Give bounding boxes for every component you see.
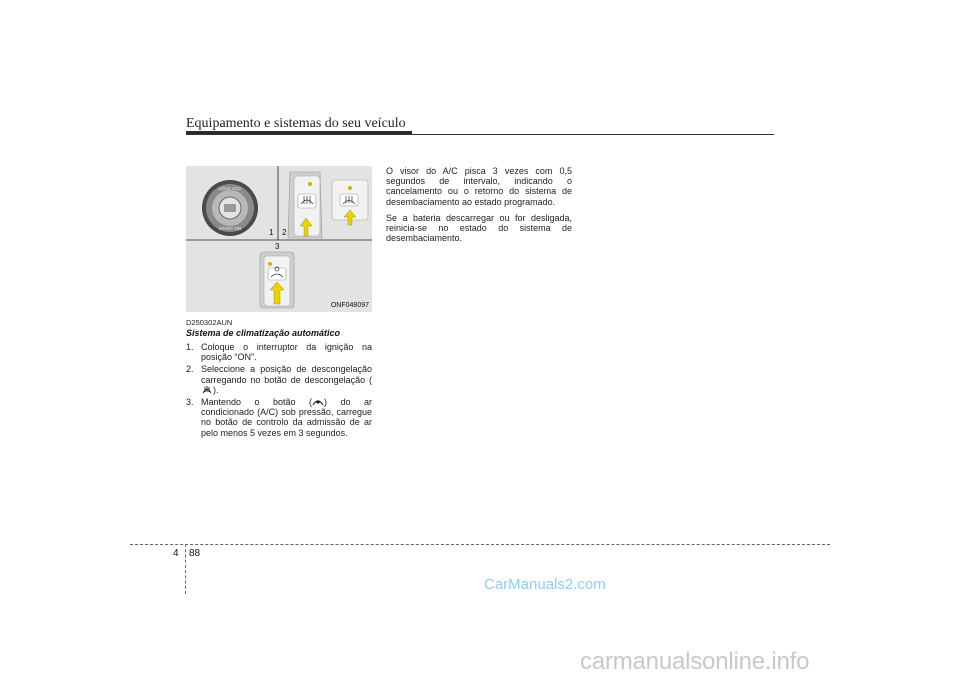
figure-label-3: 3 [275,242,280,251]
defrost-button-icon [288,172,322,238]
paragraph: Se a bateria descarregar ou for desligada, reinicia-se no estado do sistema de desembaciamento. [386,212,572,244]
page-header-title: Equipamento e sistemas do seu veículo [186,116,406,131]
list-item [186,397,372,438]
watermark-bottom[interactable]: carmanualsonline.info [580,648,810,675]
footer-vertical-rule [185,544,186,594]
section-code: D250302AUN [186,318,233,327]
svg-text:LOCK ACC: LOCK ACC [218,186,242,191]
watermark-top[interactable]: CarManuals2.com [484,576,606,593]
figure-code: ONF048097 [330,302,369,309]
header-rule [186,134,774,135]
list-item [186,364,372,395]
page-number: 88 [189,548,201,559]
list-item [186,342,372,362]
steps-list [186,342,372,440]
section-title: Sistema de climatização automático [186,328,341,338]
air-conditioning-icon [312,397,324,407]
defrost-button-icon [332,180,368,225]
step-text: Seleccione a posição de descongelação carregando no botão de descongelação ( [201,364,372,385]
right-column [386,166,572,249]
step-number: 1. [186,342,194,352]
step-text: ) do ar condicionado (A/C) sob pressão, carregue no botão de controlo da admissão de ar pelo menos 5 vezes em 3 segundos. [201,397,372,438]
step-text: Coloque o interruptor da ignição na posição “ON”. [201,342,372,363]
figure-label-1: 1 [269,228,274,237]
ac-button-icon [260,252,294,308]
step-number: 2. [186,364,194,375]
svg-text:START ON: START ON [218,226,242,231]
chapter-number: 4 [173,548,179,559]
paragraph: O visor do A/C pisca 3 vezes com 0,5 segundos de intervalo, indicando o cancelamento ou o retorno do sistema de desembaciamento ao estado programado. [386,166,572,207]
ignition-switch-icon [202,180,258,236]
defrost-icon [201,385,213,395]
controls-figure [186,166,372,312]
footer-rule [130,544,830,545]
figure-label-2: 2 [282,228,287,237]
step-number: 3. [186,397,194,408]
step-text: ). [213,384,219,395]
figure-illustration [186,166,372,312]
step-text: Mantendo o botão ( [201,397,313,408]
